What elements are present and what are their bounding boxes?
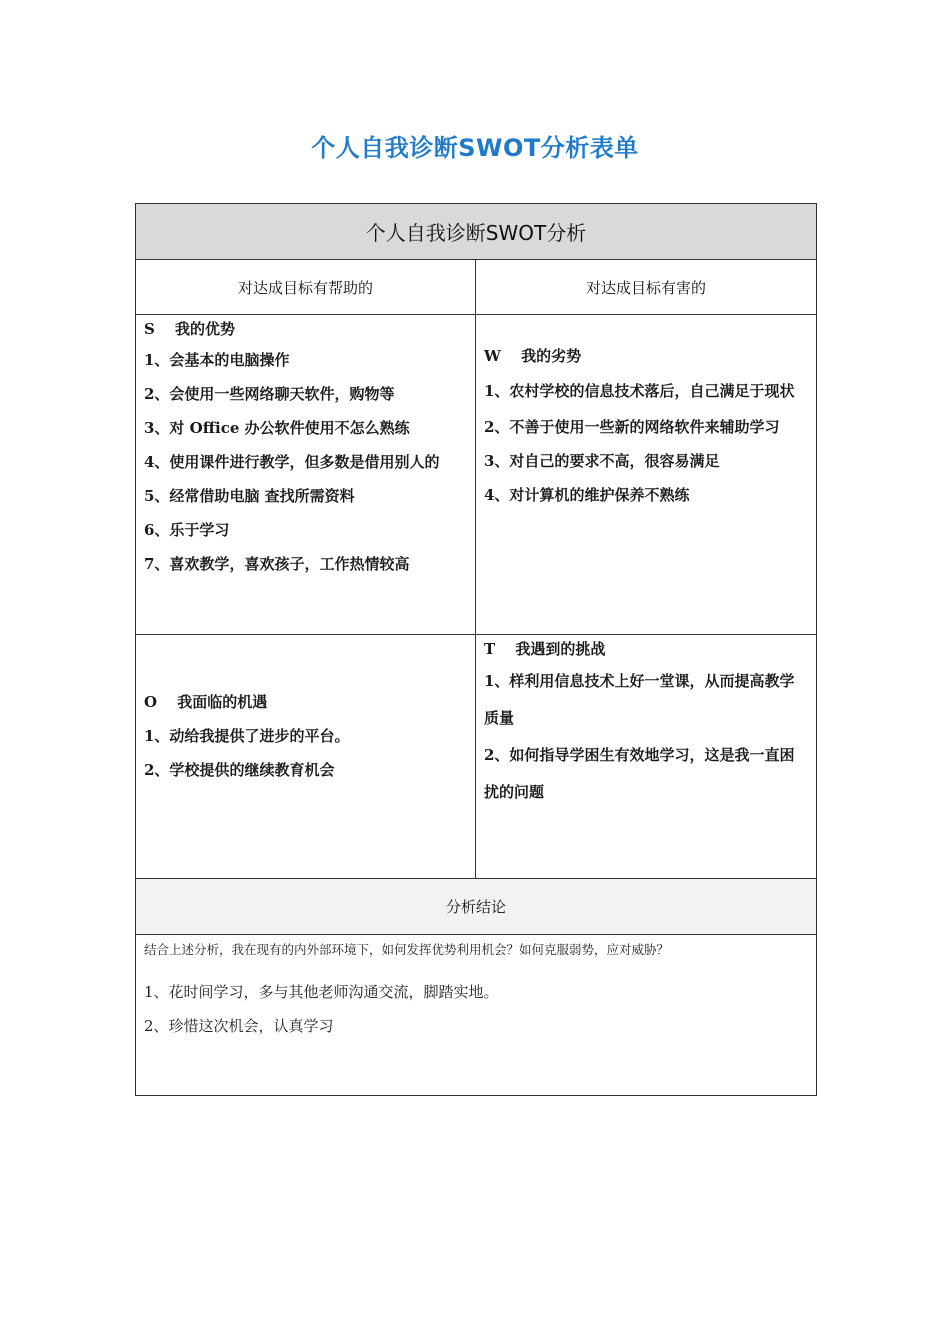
threat-item: 2、如何指导学困生有效地学习，这是我一直困扰的问题 — [484, 746, 795, 801]
column-header-harmful: 对达成目标有害的 — [476, 260, 817, 315]
threats-heading: T 我遇到的挑战 — [484, 640, 606, 658]
document-title: 个人自我诊断SWOT分析表单 — [311, 134, 639, 162]
conclusion-item: 2、珍惜这次机会，认真学习 — [144, 1017, 334, 1035]
conclusion-item: 1、花时间学习，多与其他老师沟通交流，脚踏实地。 — [144, 983, 499, 1001]
column-header-helpful: 对达成目标有帮助的 — [136, 260, 476, 315]
swot-table — [135, 203, 817, 1096]
strength-item: 5、经常借助电脑 查找所需资料 — [144, 487, 355, 505]
weakness-item: 2、不善于使用一些新的网络软件来辅助学习 — [484, 418, 780, 436]
weaknesses-cell — [476, 315, 817, 635]
opportunity-item: 2、学校提供的继续教育机会 — [144, 761, 335, 779]
strength-item: 1、会基本的电脑操作 — [144, 351, 290, 369]
weakness-item: 1、农村学校的信息技术落后，自己满足于现状 — [484, 382, 795, 400]
threat-item: 1、样利用信息技术上好一堂课，从而提高教学质量 — [484, 672, 795, 727]
strengths-heading: S 我的优势 — [144, 320, 236, 338]
strengths-cell — [136, 315, 476, 635]
opportunities-heading: O 我面临的机遇 — [144, 693, 268, 711]
conclusion-header: 分析结论 — [136, 879, 817, 935]
strength-item: 7、喜欢教学，喜欢孩子，工作热情较高 — [144, 555, 410, 573]
weakness-item: 4、对计算机的维护保养不熟练 — [484, 486, 690, 504]
conclusion-cell — [136, 935, 817, 1096]
strength-item: 6、乐于学习 — [144, 521, 230, 539]
conclusion-question: 结合上述分析，我在现有的内外部环境下，如何发挥优势利用机会？如何克服弱势，应对威胁？ — [144, 942, 670, 957]
opportunity-item: 1、动给我提供了进步的平台。 — [144, 727, 350, 745]
strength-item: 4、使用课件进行教学，但多数是借用别人的 — [144, 453, 440, 471]
table-title: 个人自我诊断SWOT分析 — [136, 204, 817, 260]
weakness-item: 3、对自己的要求不高，很容易满足 — [484, 452, 720, 470]
opportunities-cell — [136, 635, 476, 879]
weaknesses-heading: W 我的劣势 — [484, 347, 582, 365]
strength-item: 2、会使用一些网络聊天软件，购物等 — [144, 385, 395, 403]
strength-item: 3、对 Office 办公软件使用不怎么熟练 — [144, 419, 410, 437]
threats-cell — [476, 635, 817, 879]
